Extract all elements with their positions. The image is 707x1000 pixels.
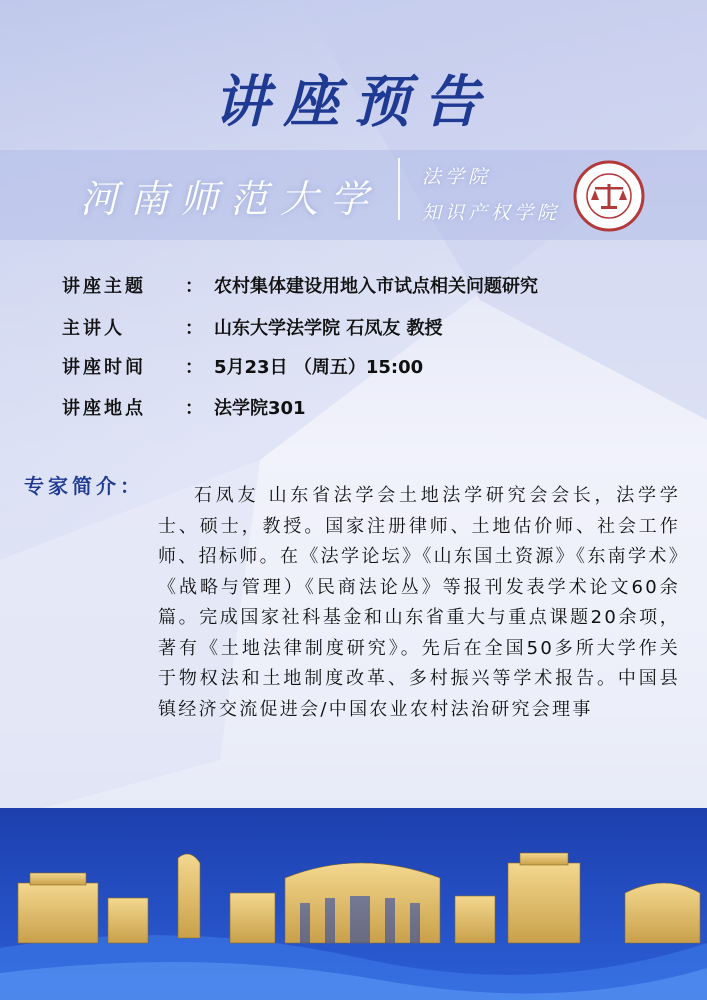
university-name: 河南师范大学 xyxy=(80,177,381,221)
college-name-ip: 知识产权学院 xyxy=(422,202,561,224)
info-topic-row xyxy=(62,272,538,298)
info-label: 主讲人 xyxy=(62,318,125,339)
info-label: 讲座主题 xyxy=(62,276,146,297)
info-value: 山东大学法学院 石凤友 教授 xyxy=(214,318,443,339)
info-time-row xyxy=(62,353,423,379)
poster-title: 讲座预告 xyxy=(213,69,494,135)
expert-intro-text: 石凤友 山东省法学会土地法学研究会会长，法学学士、硕士，教授。国家注册律师、土地估价师、社会工作师、招标师。在《法学论坛》《山东国土资源》《东南学术》《战略与管理）《民商法论丛》等报刊发表学术论文60余篇。完成国家社科基金和山东省重大与重点课题20余项，著有《土地法律制度研究》。先后在全国50多所大学作关于物权法和土地制度改革、多村振兴等学术报告。中国县镇经济交流促进会/中国农业农村法治研究会理事 xyxy=(158,485,680,720)
info-colon: ： xyxy=(185,276,203,297)
info-speaker-row xyxy=(62,314,443,340)
expert-intro-label: 专家简介： xyxy=(24,474,144,498)
college-seal-logo xyxy=(573,160,645,232)
info-value: 5月23日 （周五）15:00 xyxy=(214,357,424,378)
info-label: 讲座地点 xyxy=(62,398,146,419)
campus-skyline-banner xyxy=(0,808,707,1000)
info-colon: ： xyxy=(185,318,203,339)
info-value: 法学院301 xyxy=(214,398,306,419)
info-location-row xyxy=(62,394,306,420)
info-value: 农村集体建设用地入市试点相关问题研究 xyxy=(214,276,538,297)
info-label: 讲座时间 xyxy=(62,357,146,378)
college-name-law: 法学院 xyxy=(422,166,492,188)
divider-line xyxy=(398,158,400,220)
info-colon: ： xyxy=(185,357,203,378)
info-colon: ： xyxy=(185,398,203,419)
